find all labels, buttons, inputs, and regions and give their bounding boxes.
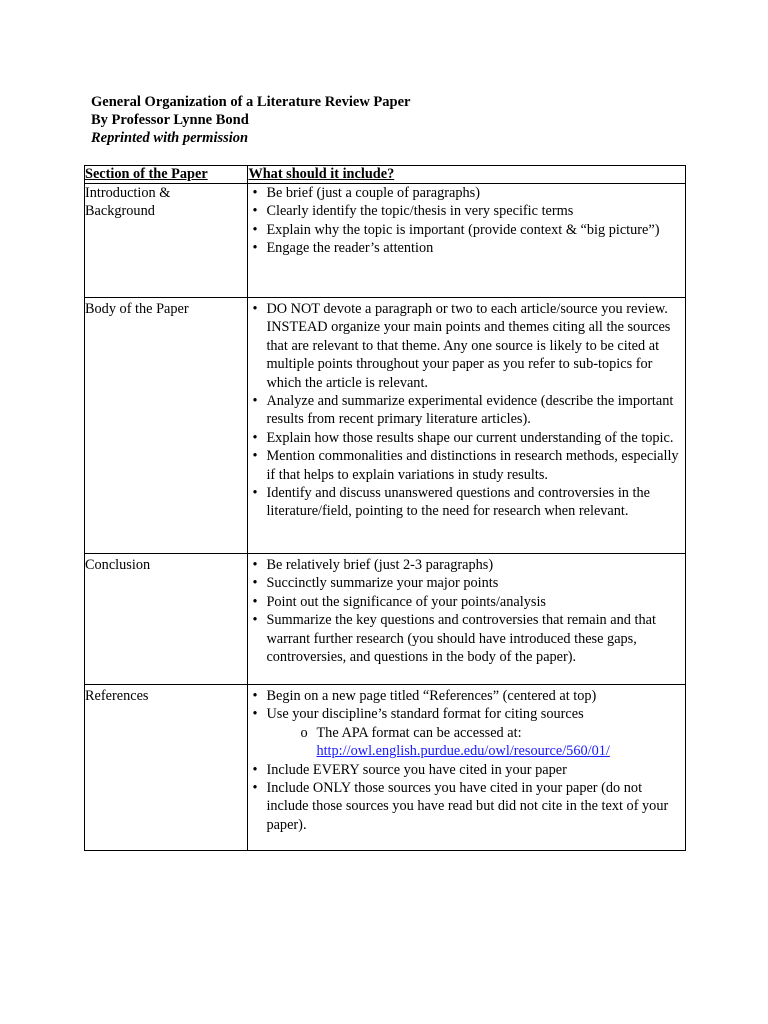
section-label-references: References [85, 688, 149, 704]
list-item: • Include ONLY those sources you have cited in your paper (do not include those sources you have read but did not cite in the text of your paper). [248, 779, 685, 834]
table-header-row [85, 166, 686, 184]
content-cell-references [248, 685, 686, 851]
content-cell-body [248, 298, 686, 554]
list-item: • Be brief (just a couple of paragraphs) [248, 184, 685, 202]
list-item: • Analyze and summarize experimental evidence (describe the important results from recent primary literature articles). [248, 392, 685, 429]
document-header [91, 93, 410, 147]
section-cell-body [85, 298, 248, 554]
content-cell-introduction [248, 184, 686, 298]
list-item: • Include EVERY source you have cited in your paper [248, 761, 685, 779]
section-label-body: Body of the Paper [85, 301, 189, 317]
list-item [248, 705, 685, 760]
section-cell-conclusion [85, 554, 248, 685]
list-item: • Point out the significance of your points/analysis [248, 593, 685, 611]
sub-list-item [300, 724, 685, 761]
document-title: General Organization of a Literature Review Paper [91, 94, 411, 110]
list-item: • Engage the reader’s attention [248, 239, 685, 257]
bullet-list-references [248, 687, 685, 834]
table-row-introduction [85, 184, 686, 298]
section-label-conclusion: Conclusion [85, 557, 151, 573]
bullet-list-conclusion [248, 556, 685, 666]
list-item: • Be relatively brief (just 2-3 paragraphs) [248, 556, 685, 574]
section-label-intro-line1: Introduction & [85, 185, 171, 201]
list-item: • Clearly identify the topic/thesis in very specific terms [248, 202, 685, 220]
list-item: • Begin on a new page titled “References” (centered at top) [248, 687, 685, 705]
bullet-list-body [248, 300, 685, 521]
list-item: • Summarize the key questions and controversies that remain and that warrant further research (you should have introduced these gaps, controversies, and questions in the body of the paper). [248, 611, 685, 666]
list-item: • Succinctly summarize your major points [248, 574, 685, 592]
list-item: • Explain why the topic is important (provide context & “big picture”) [248, 221, 685, 239]
sub-list-apa [266, 724, 685, 761]
apa-format-text: o The APA format can be accessed at: [316, 724, 522, 741]
list-item: • Mention commonalities and distinctions in research methods, especially if that helps to explain variations in study results. [248, 447, 685, 484]
column-header-section: Section of the Paper [85, 166, 248, 184]
organization-table [84, 165, 686, 851]
document-author: By Professor Lynne Bond [91, 112, 249, 128]
section-cell-references [85, 685, 248, 851]
list-item: • Identify and discuss unanswered questions and controversies in the literature/field, pointing to the need for research when relevant. [248, 484, 685, 521]
table-row-body [85, 298, 686, 554]
bullet-list-introduction [248, 184, 685, 258]
list-item: • DO NOT devote a paragraph or two to each article/source you review. INSTEAD organize your main points and themes citing all the sources that are relevant to that theme. Any one source is likely to be cited at multiple points throughout your paper as you refer to sub-topics for which the article is relevant. [248, 300, 685, 392]
list-item-text: Use your discipline’s standard format for citing sources [266, 706, 584, 723]
permission-note: Reprinted with permission [91, 130, 249, 146]
table-row-references [85, 685, 686, 851]
section-label-intro-line2: Background [85, 203, 155, 220]
list-item: • Explain how those results shape our current understanding of the topic. [248, 429, 685, 447]
content-cell-conclusion [248, 554, 686, 685]
table-row-conclusion [85, 554, 686, 685]
section-cell-introduction [85, 184, 248, 298]
column-header-include: What should it include? [248, 166, 686, 184]
apa-format-link[interactable]: http://owl.english.purdue.edu/owl/resource/560/01/ [316, 743, 610, 760]
